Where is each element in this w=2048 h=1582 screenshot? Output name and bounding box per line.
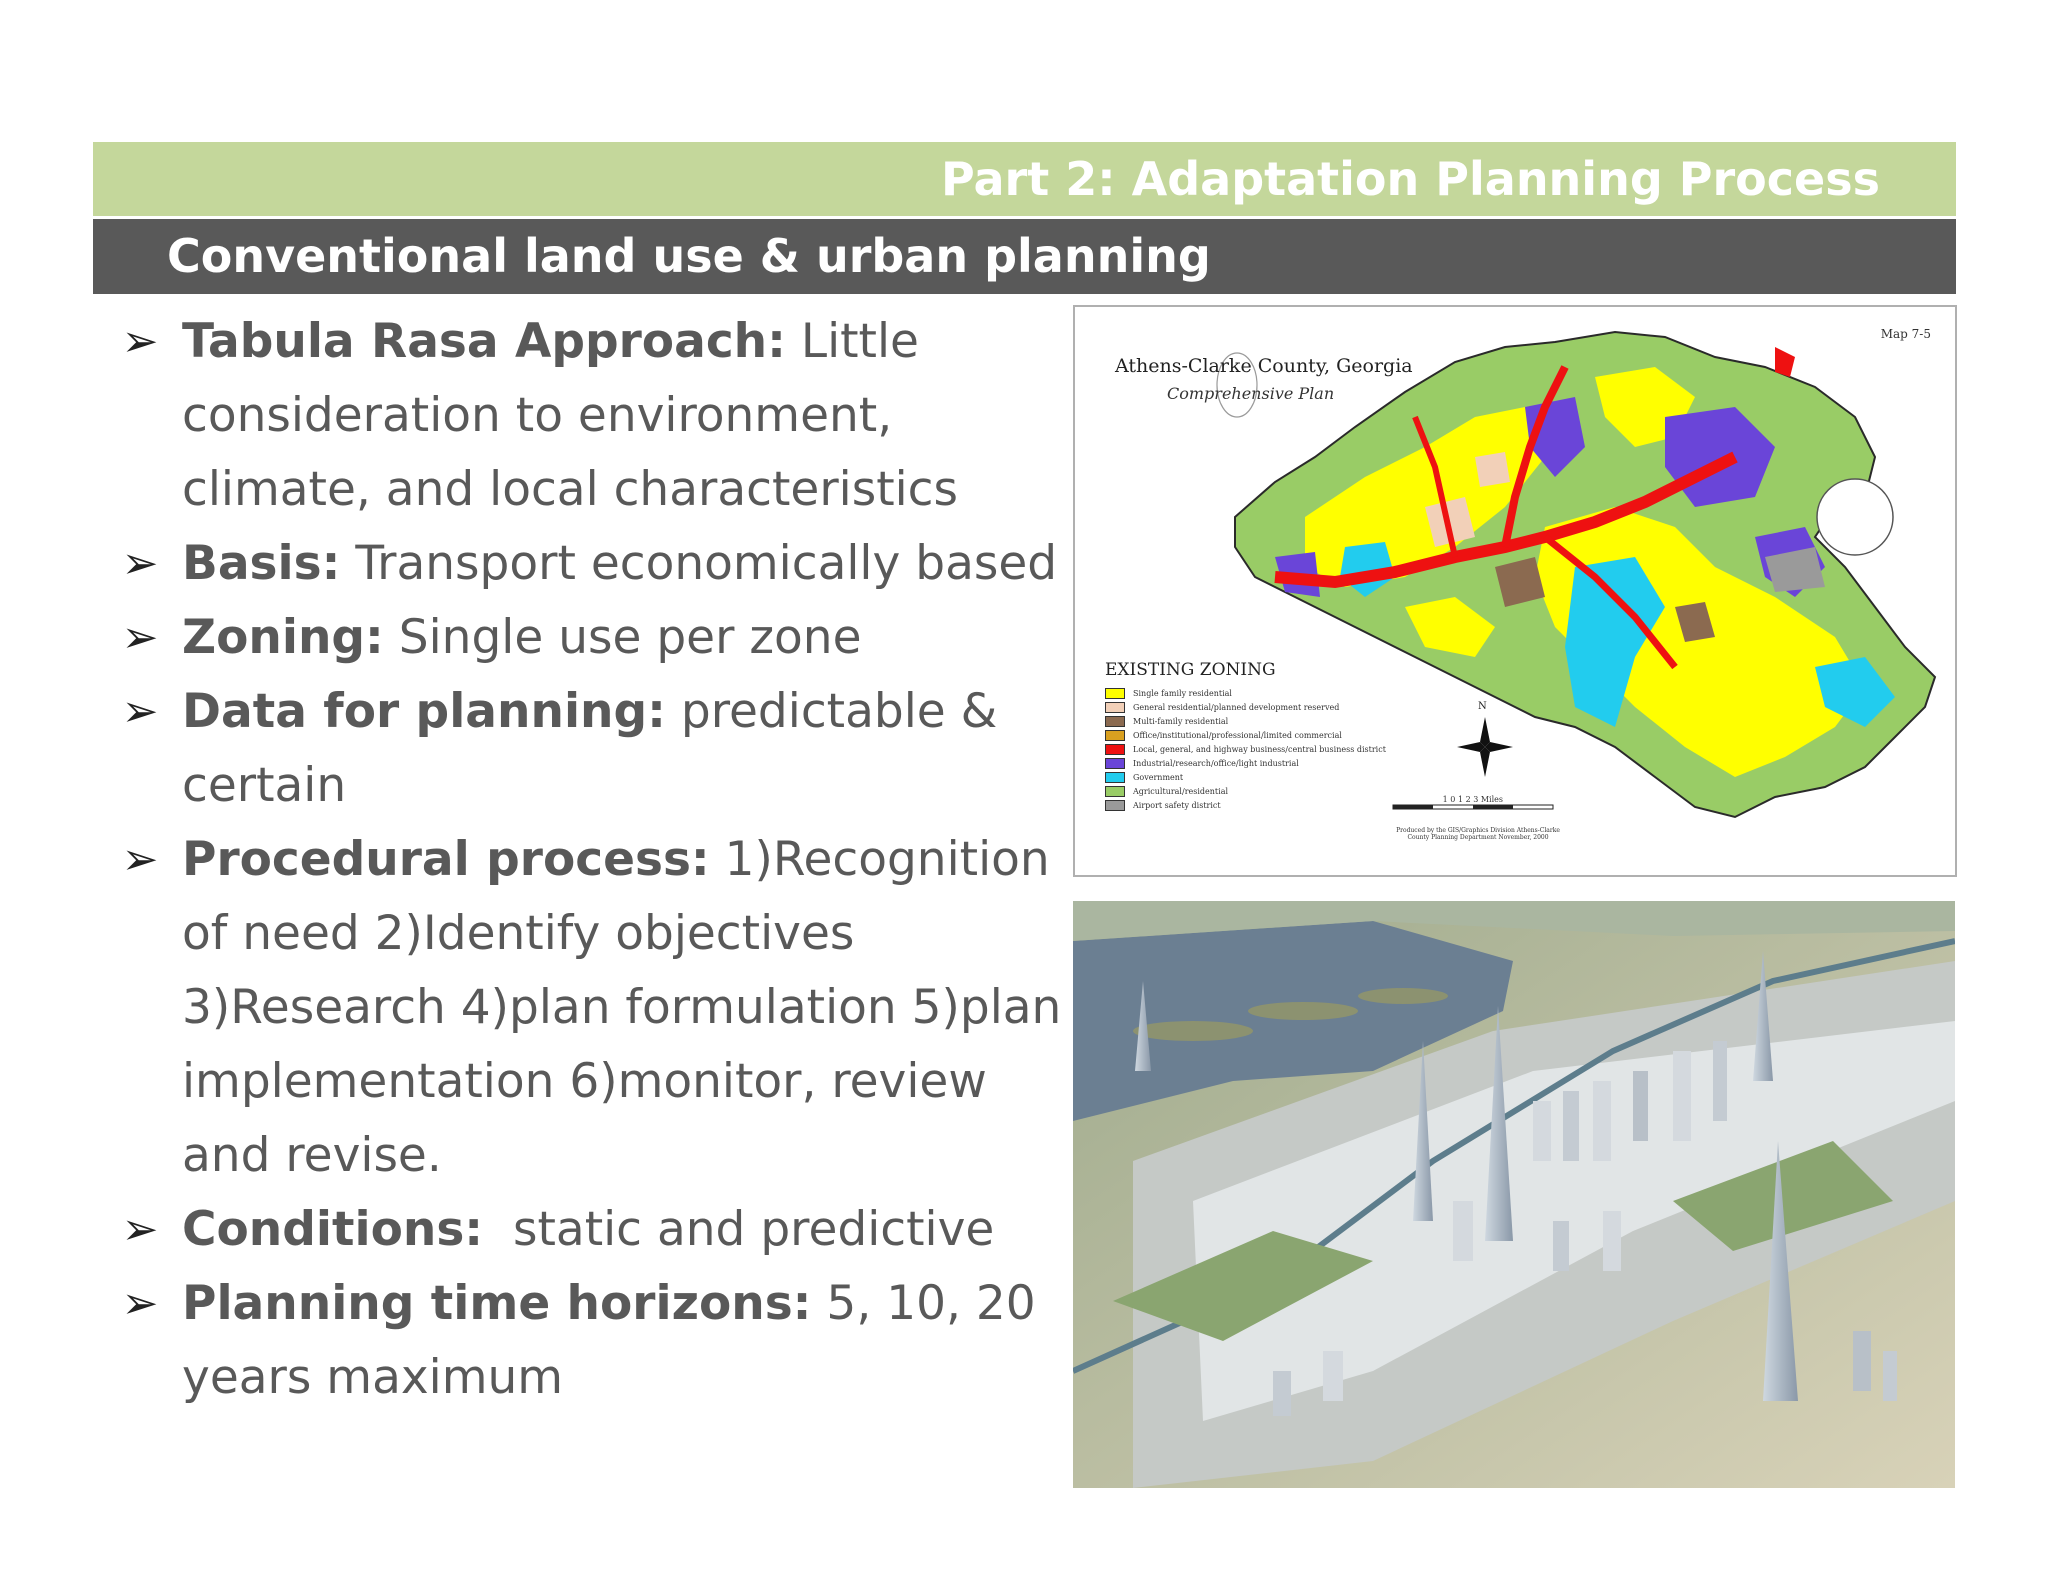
legend-label: Government: [1133, 772, 1184, 782]
bullet-item: ➢ Procedural process: 1)Recognition of need 2)Identify objectives 3)Research 4)plan formulation 5)plan implementation 6)monitor, review and revise.: [112, 823, 1062, 1193]
legend-label: Airport safety district: [1133, 800, 1221, 810]
part-title: Part 2: Adaptation Planning Process: [941, 152, 1880, 206]
legend-swatch: [1105, 730, 1125, 741]
bullet-item: ➢ Zoning: Single use per zone: [112, 601, 1062, 675]
legend-label: Multi-family residential: [1133, 716, 1229, 726]
header-band: [93, 142, 1956, 216]
map-legend: [1105, 660, 1386, 812]
bullet-item: ➢ Tabula Rasa Approach: Little consideration to environment, climate, and local characteristics: [112, 305, 1062, 527]
bullet-list: [112, 305, 1062, 1415]
bullet-item: ➢ Planning time horizons: 5, 10, 20 years maximum: [112, 1267, 1062, 1415]
legend-swatch: [1105, 702, 1125, 713]
legend-swatch: [1105, 688, 1125, 699]
section-band: [93, 219, 1956, 294]
aerial-city-graphic: [1073, 901, 1955, 1488]
legend-swatch: [1105, 772, 1125, 783]
legend-label: General residential/planned development reserved: [1133, 702, 1340, 712]
bullet-item: ➢ Data for planning: predictable & certain: [112, 675, 1062, 823]
bullet-item: ➢ Basis: Transport economically based: [112, 527, 1062, 601]
legend-title: EXISTING ZONING: [1105, 660, 1276, 680]
legend-item: [1105, 770, 1386, 784]
scale-label: 1 0 1 2 3 Miles: [1442, 795, 1503, 804]
legend-item: [1105, 714, 1386, 728]
arrow-bullet-icon: ➢: [121, 612, 159, 663]
map-credit: Produced by the GIS/Graphics Division Athens-Clarke County Planning Department November, 2000: [1396, 827, 1560, 841]
bullet-item: ➢ Conditions: static and predictive: [112, 1193, 1062, 1267]
legend-item: [1105, 784, 1386, 798]
legend-swatch: [1105, 800, 1125, 811]
section-title: Conventional land use & urban planning: [167, 229, 1211, 283]
legend-swatch: [1105, 744, 1125, 755]
map-number: Map 7-5: [1880, 327, 1931, 341]
arrow-bullet-icon: ➢: [121, 1278, 159, 1329]
zoning-map: [1073, 305, 1957, 877]
north-label: N: [1478, 701, 1487, 712]
legend-item: [1105, 728, 1386, 742]
legend-swatch: [1105, 758, 1125, 769]
map-subtitle: Comprehensive Plan: [1167, 384, 1335, 403]
legend-item: [1105, 756, 1386, 770]
legend-label: Agricultural/residential: [1133, 786, 1229, 796]
legend-item: [1105, 686, 1386, 700]
arrow-bullet-icon: ➢: [121, 316, 159, 367]
legend-label: Single family residential: [1133, 688, 1232, 698]
arrow-bullet-icon: ➢: [121, 686, 159, 737]
legend-item: [1105, 700, 1386, 714]
legend-swatch: [1105, 716, 1125, 727]
arrow-bullet-icon: ➢: [121, 538, 159, 589]
legend-label: Industrial/research/office/light industrial: [1133, 758, 1299, 768]
legend-label: Office/institutional/professional/limited commercial: [1133, 730, 1342, 740]
legend-swatch: [1105, 786, 1125, 797]
legend-label: Local, general, and highway business/central business district: [1133, 744, 1386, 754]
arrow-bullet-icon: ➢: [121, 834, 159, 885]
arrow-bullet-icon: ➢: [121, 1204, 159, 1255]
aerial-city-photo: [1073, 901, 1955, 1488]
legend-item: [1105, 742, 1386, 756]
legend-item: [1105, 798, 1386, 812]
map-title: Athens-Clarke County, Georgia: [1115, 355, 1413, 377]
